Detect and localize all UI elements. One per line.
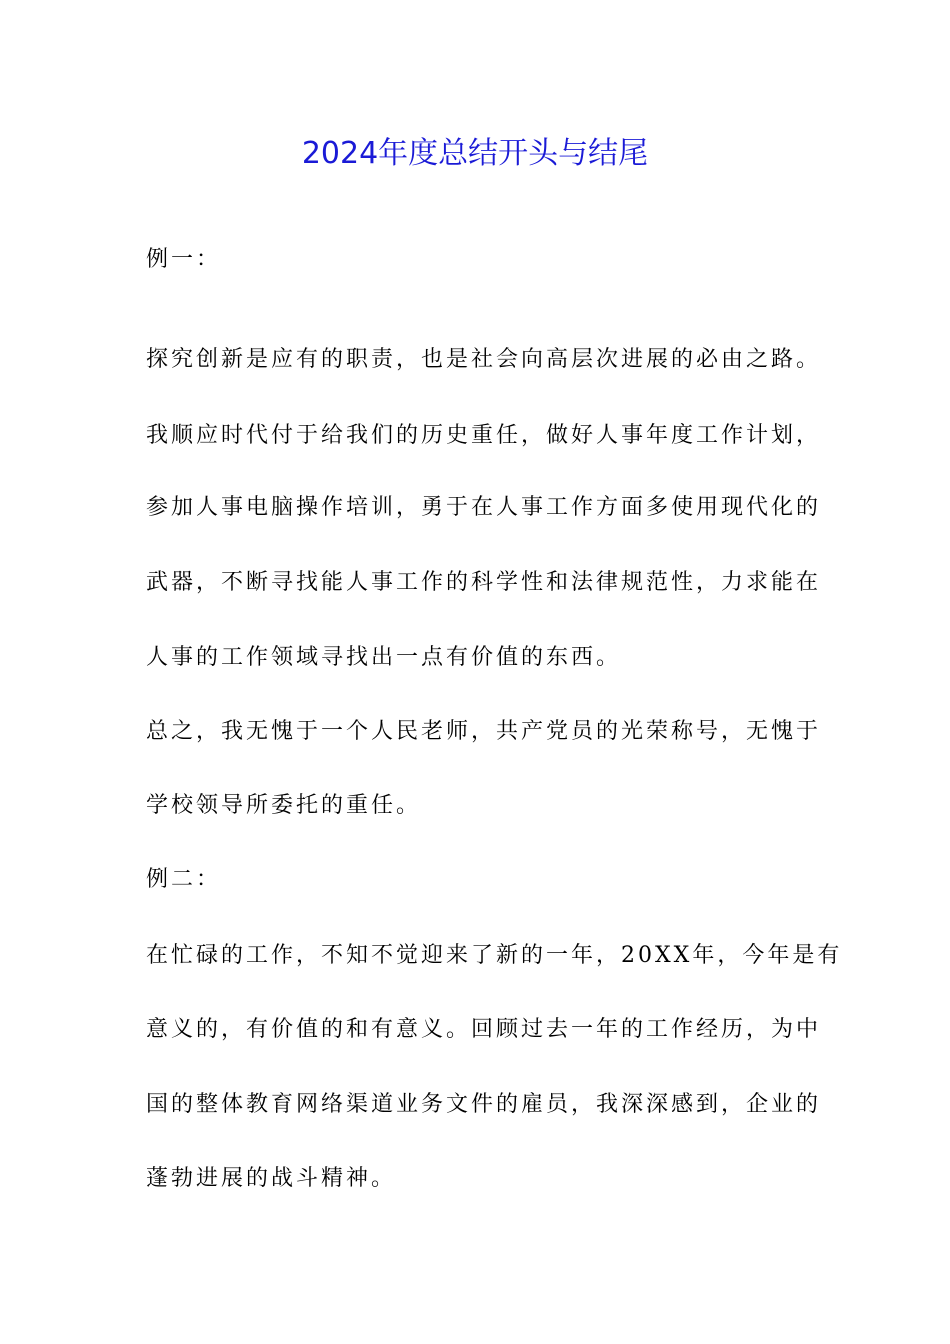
paragraph-label-example-1: 例一：: [146, 247, 222, 272]
text-line: 探究创新是应有的职责，也是社会向高层次进展的必由之路。: [146, 347, 822, 372]
text-line: 意义的，有价值的和有意义。回顾过去一年的工作经历，为中: [146, 1017, 822, 1042]
text-line: 我顺应时代付于给我们的历史重任，做好人事年度工作计划，: [146, 423, 822, 448]
text-line: 武器，不断寻找能人事工作的科学性和法律规范性，力求能在: [146, 570, 822, 595]
text-line: 学校领导所委托的重任。: [146, 793, 422, 818]
document-title: 2024年度总结开头与结尾: [301, 136, 649, 171]
text-line: 国的整体教育网络渠道业务文件的雇员，我深深感到，企业的: [146, 1092, 822, 1117]
text-line: 参加人事电脑操作培训，勇于在人事工作方面多使用现代化的: [146, 495, 822, 520]
text-line: 总之，我无愧于一个人民老师，共产党员的光荣称号，无愧于: [146, 719, 822, 744]
text-line: 蓬勃进展的战斗精神。: [146, 1166, 397, 1191]
text-line: 在忙碌的工作，不知不觉迎来了新的一年，20XX年，今年是有: [146, 943, 843, 968]
text-line: 人事的工作领域寻找出一点有价值的东西。: [146, 645, 622, 670]
paragraph-label-example-2: 例二：: [146, 867, 222, 892]
